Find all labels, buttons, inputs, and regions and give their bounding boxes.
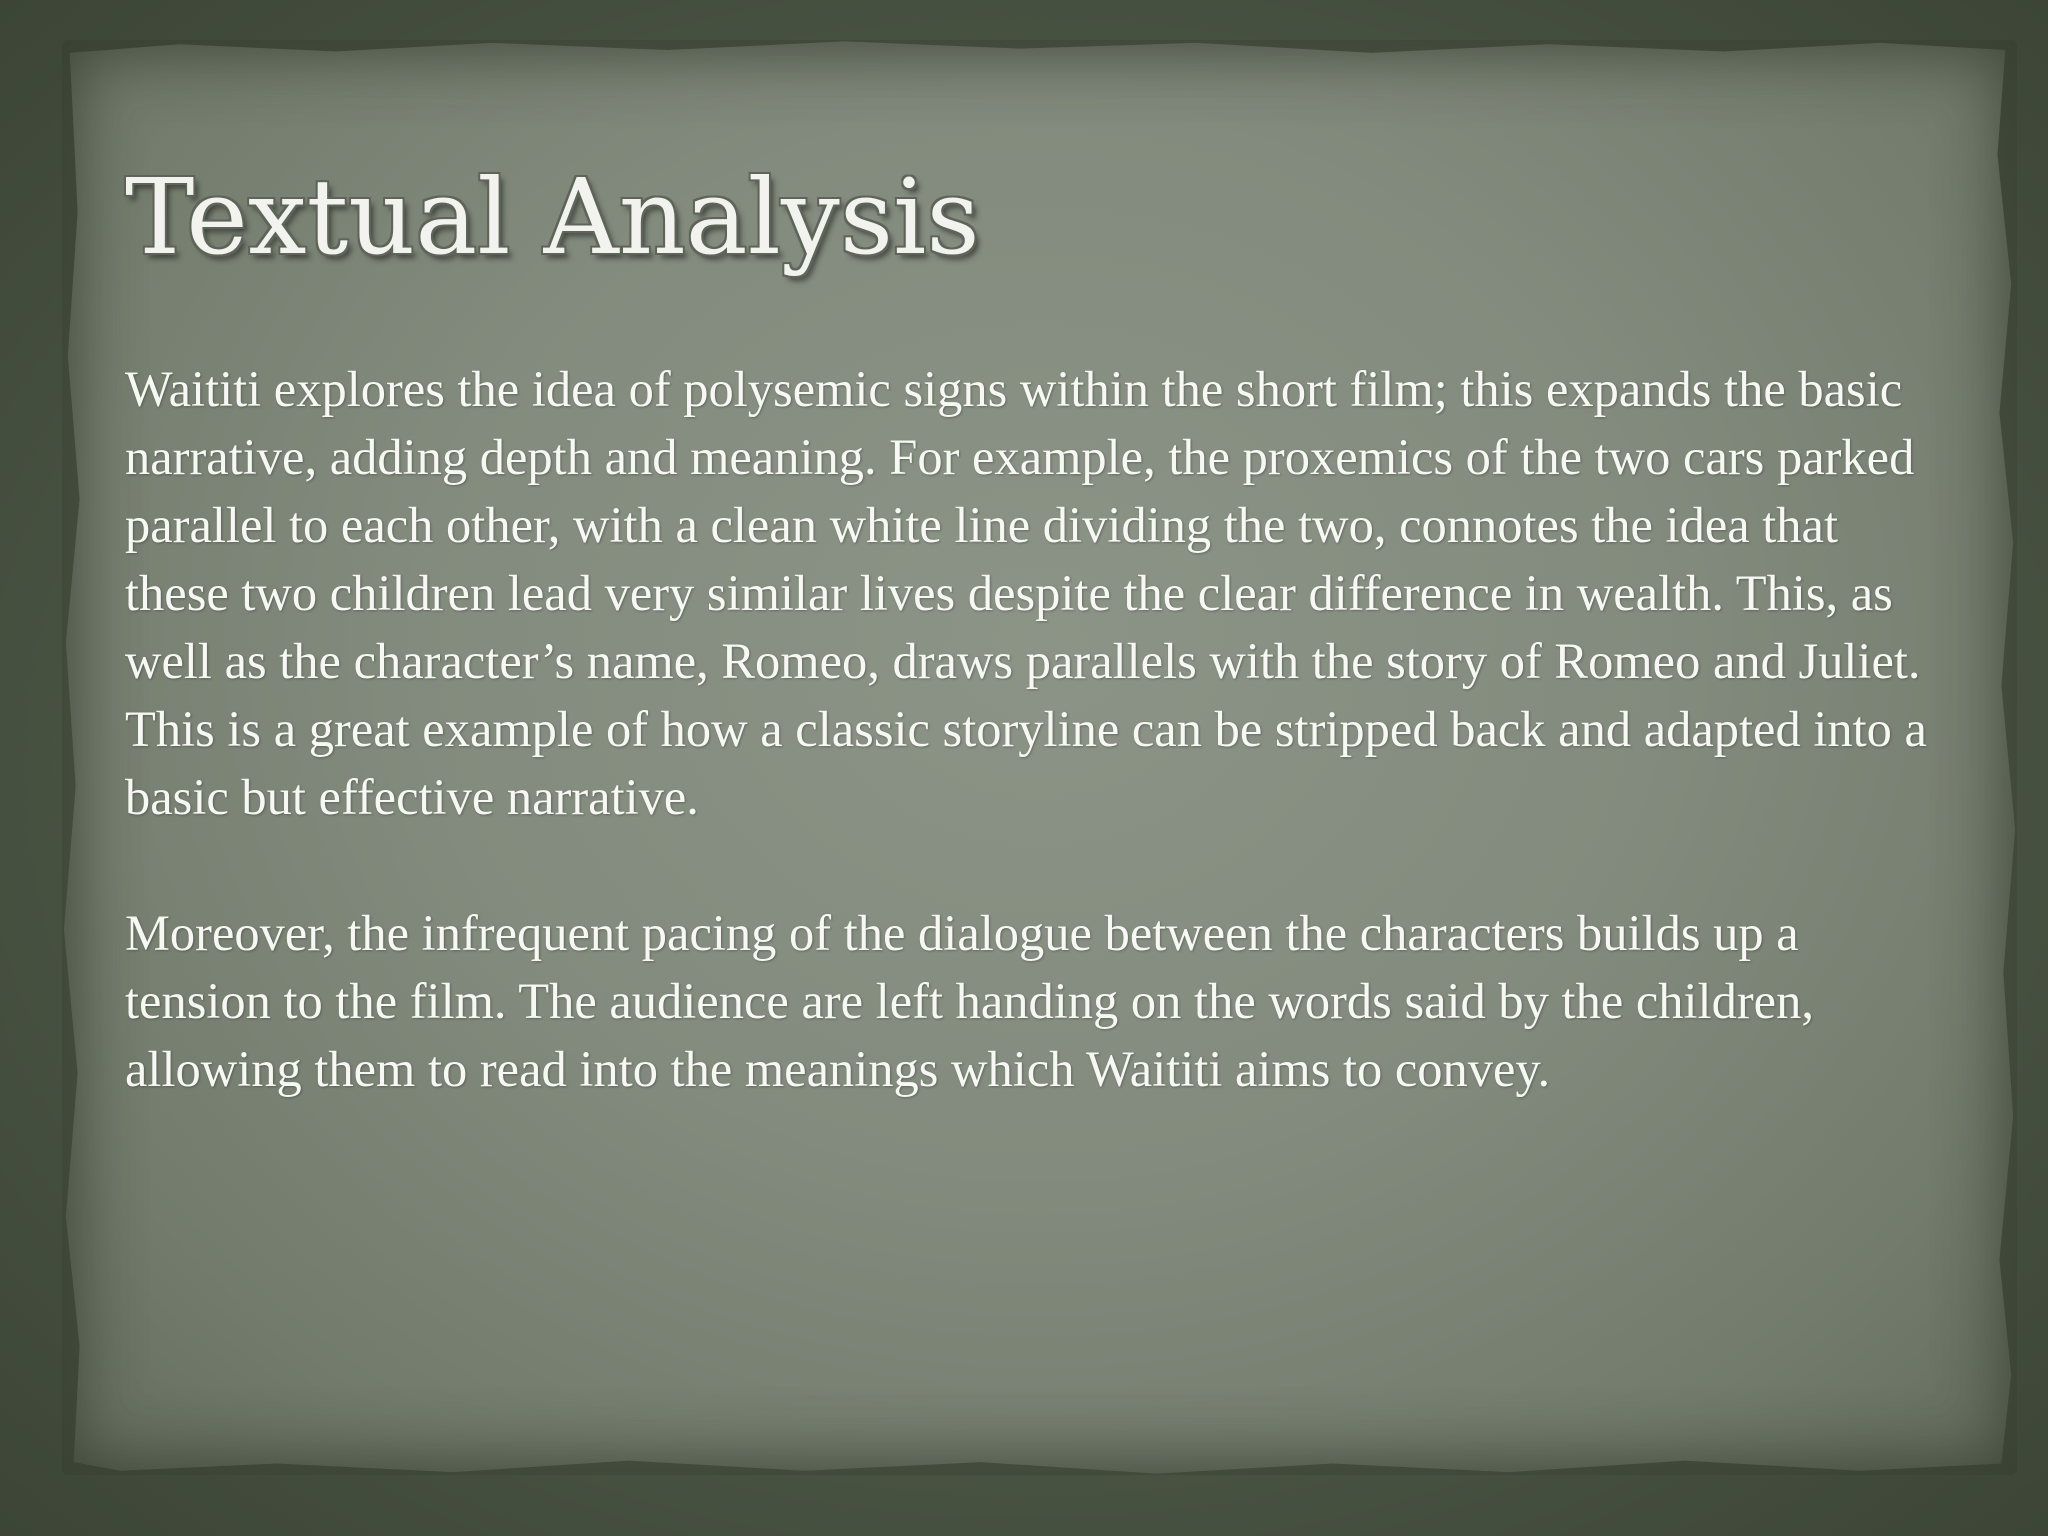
slide-title: Textual Analysis: [125, 156, 980, 278]
body-paragraph-1: Waititi explores the idea of polysemic signs within the short film; this expands the basic narrative, adding depth and meaning. For example, the proxemics of the two cars parked parallel to each other, with a clean white line dividing the two, connotes the idea that these two children lead very similar lives despite the clear difference in wealth. This, as well as the character’s name, Romeo, draws parallels with the story of Romeo and Juliet. This is a great example of how a classic storyline can be stripped back and adapted into a basic but effective narrative.: [125, 361, 1927, 825]
slide-body: [125, 355, 1945, 1171]
body-paragraph-2: Moreover, the infrequent pacing of the dialogue between the characters builds up a tension to the film. The audience are left handing on the words said by the children, allowing them to read into the meanings which Waititi aims to convey.: [125, 905, 1814, 1097]
